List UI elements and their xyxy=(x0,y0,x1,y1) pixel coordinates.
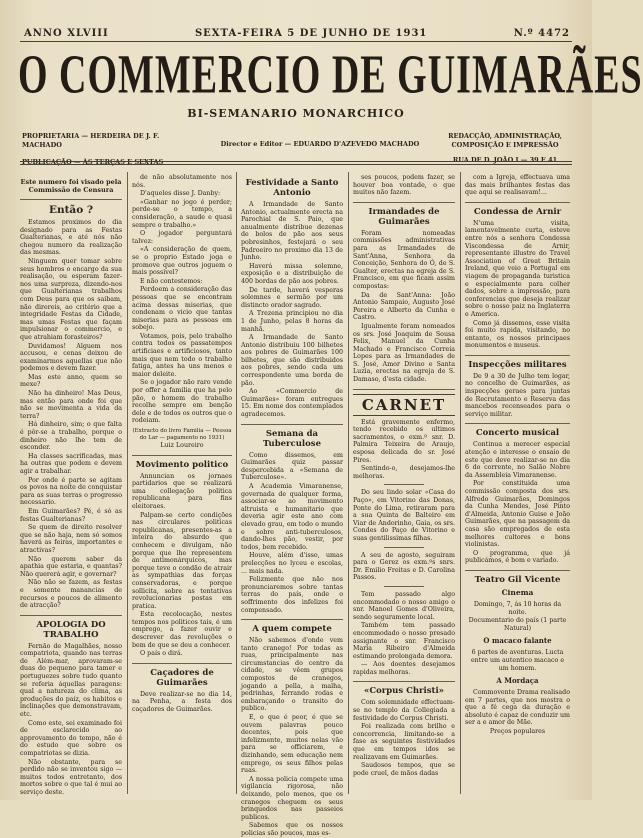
paragraph: Ha classes sacrificadas, mas ha outras que podem e devem agir a trabalhar. xyxy=(20,452,122,475)
issue-number: N.º 4472 xyxy=(513,28,570,39)
column-1 xyxy=(20,174,122,800)
paragraph: Se quem de direito resolver que se não haja, nem só somos haverá as feiras, importantes e atractivas? xyxy=(20,524,122,554)
separator xyxy=(353,202,455,203)
paragraph: Duvidamos! Alguem nos accusou, e cenas deixou de examinarmos aquellas que não podemos e devem fazer. xyxy=(20,342,122,373)
paragraph: «Ganhar no jogo é perder; perde-se o tempo, a consideração, a saude e quasi sempre o trabalho.» xyxy=(132,198,232,229)
paragraph: Não não se fazem, as festas e somente manancias de recursos e poucos de alimento de atracção? xyxy=(20,579,122,610)
paragraph: Da de Sant'Anna: João Antonio Sampaio, Augusto José Pereira e Alberto da Cunha e Castro. xyxy=(353,291,455,322)
paragraph: Como este, sei examinado foi de esclarecido ao approvamento do tempo, não é do estudo que sobre os compatriotas se dizia. xyxy=(20,719,122,757)
article-heading-tuberculose: Semana da Tuberculose xyxy=(262,428,321,449)
column-3 xyxy=(241,174,343,837)
film-title-mordaca: A Mordaça xyxy=(496,676,539,686)
paragraph: Fernão de Magalhães, nosso compatriota, quando nas terras de Além-mar, aprovaram-se duas do pequeno para tamer e portuguezes sobre tudo quanto se referia áquellas paragens: qual a natureza do clima, as produções do paiz, os habitos e inclinações que demonstravam, etc. xyxy=(20,642,122,719)
column-2 xyxy=(132,174,232,800)
paragraph: E, o que é peor, é que se ouvem palavras pouco decentes, pois que infelizmente, muitos nelas vão para se officiarem, e dizinhando, sem educação nem emprego, os seus filhos pelas ruas. xyxy=(241,714,343,775)
paragraph: O jogador perguntará talvez: xyxy=(132,230,232,245)
paragraph: De 9 a 30 de Julho tem logar, no concelho de Guimarães, as inspecções geraes para juntas de Recrutamento e Reserva das mancebos recenseados para o serviço militar. xyxy=(465,372,570,418)
separator xyxy=(465,355,570,356)
admin-text: REDACÇÃO, ADMINISTRAÇÃO, COMPOSIÇÃO E IMPRESSÃO xyxy=(448,132,562,149)
column-4 xyxy=(353,174,455,800)
separator xyxy=(384,484,425,485)
header-rule xyxy=(20,41,572,42)
paragraph: A Irmandade de Santo Antonio, actualmente erecta na Parochial de S. Paio, que anualmente distribue dezenas de bolos de pão aos seus pobresinhos, festejará o seu Padroeiro no proximo dia 13 de Junho. xyxy=(241,201,343,262)
paragraph: Igualmente foram nomeados os srs. José Joaquim de Sousa Felix, Manuel da Cunha Machado e Francisco Correia Lopes para as Irmandades de S. José, Amor Divino e Santa Luzia, erectas na egreja de S. Damaso, d'esta cidade. xyxy=(353,322,455,384)
article-heading-apologia: APOLOGIA DO TRABALHO xyxy=(36,619,106,640)
paragraph: Haverá missa solemne, exposição e a distribuição de 400 bordas de pão aos pobres. xyxy=(241,262,343,285)
paragraph: E não contestemos: xyxy=(140,277,203,285)
separator xyxy=(241,619,343,620)
masthead-title: O COMMERCIO DE GUIMARÃES xyxy=(18,44,643,106)
separator xyxy=(241,424,343,425)
article-heading-movimento: Movimento politico xyxy=(135,459,229,470)
paragraph: Perdoem a consideração das pessoas que se encontram acima dessas miserias, que condenam o vicio que tantas miserias para as pessoas em sobejo. xyxy=(132,286,232,332)
film-title-macaco: O macaco falante xyxy=(483,636,552,646)
paragraph: Também tem passado encommodado o nosso presado assignante o snr. Francisco Maria Ribeiro d'Almeida estimando prolongada demora. xyxy=(353,622,455,660)
column-5 xyxy=(465,174,570,800)
paragraph: De tarde, haverá vesperas solemnes e sermão por um distincto orador sagrado. xyxy=(241,286,343,309)
separator xyxy=(20,615,122,616)
article-heading-cacadores: Caçadores de Guimarães xyxy=(150,667,214,688)
separator xyxy=(353,681,455,682)
paragraph: Foi realizada com brilho e concorrencia, limitando-se a fase as seguintes festividades que em tempos idos se realizavam em Guimarães. xyxy=(353,723,455,761)
owner-text: PROPRIETARIA — HERDEIRA DE J. F. MACHADO xyxy=(22,132,160,149)
paragraph: Ninguem quer tomar sobre seus hombros o encargo da sua realisação, ou esperam fazer-nos uma surpreza, dizendo-nos que Gualterianas trabalhos com Deus para que os saibam, não direreis, ao critério que a integridade Festas da Cidade, mas umas Festas que façam impulsionar o commercio, e que atrahiam forasteiros? xyxy=(20,257,122,341)
masthead-rule-2 xyxy=(20,164,572,165)
paragraph: Sabemos que os nossos policias são poucos, mas es- xyxy=(241,822,343,837)
separator xyxy=(384,586,425,587)
article-heading-corpus-christi: «Corpus Christi» xyxy=(364,686,444,697)
paragraph: Sentindo-o, desejamos-lhe melhoras. xyxy=(353,465,455,480)
address-text: RUA DE D. JOÃO I — 39 E 41 xyxy=(452,156,558,164)
column-divider xyxy=(460,172,461,794)
paragraph: A nossa policia compete uma vigilancia rigorosa, não deixando, pelo menos, que os cranegos cheguem os seus brinquedos nas passeios publicos. xyxy=(241,775,343,821)
paragraph: Há dinheiro, sim; o que falta é pôr-se a trabalho, porque o dinheiro não lhe tem de esconder. xyxy=(20,421,122,452)
paragraph: Não sabemos d'onde vem tanto cranego! Por todas as ruas, principalmente nas circumstancias do centro da cidade, se vêem grupos compostos de cranegos, jogando a pella, a malha, pedrinhas, ferrando rodas e embaraçando o transito do publico. xyxy=(241,637,343,713)
paragraph: A Irmandade de Santo Antonio distribuiu 100 bilhetes aos pobres de Guimarães 100 bilhetes, que são distribuidos aos pobres, sendo cada um correspondente uma borda de pão. xyxy=(241,334,343,387)
article-heading-entao: Então ? xyxy=(48,204,94,216)
article-heading-irmandades: Irmandades de Guimarães xyxy=(368,206,440,227)
censorship-notice: Este numero foi visado pela Commissão de Censura xyxy=(20,178,122,194)
paragraph: Como já dissemos, esse visita foi muito rapida, visitando, no entanto, os nossos principaes monumentos e museus. xyxy=(465,319,570,350)
paragraph: «A consideração de quem, se o proprio Estado joga e promove que outros joguem o mais possivel? xyxy=(132,246,232,277)
year-label: ANNO XLVIII xyxy=(24,28,109,39)
paragraph: Por onde é parte se agitam os povos na noite de conquistar para as suas terras o progresso necessario. xyxy=(20,476,122,507)
paragraph: O programma, que já publicámos, é bom e variado. xyxy=(465,549,570,565)
paragraph: Commovente Drama realisado em 7 partes, que nos mostra o que a fé cega da duração e absoluto é capaz de conduzir um ser a e amor de Mãe. xyxy=(465,689,570,727)
source-note: (Extracto do livro Familia — Pessoa do Lar — pagamento no 1931) xyxy=(132,428,232,441)
paragraph: A Academia Vimaranense, governada de qualquer forma, associar-se ao movimento altruista e humanitario que deveria agir este ano com elevado grau, em todo o mundo e sobre anti-tuberculosos, dando-lhes pão, vestir, por todos, bem recebido. xyxy=(241,483,343,551)
paragraph: Foram nomeadas commissões administrativas para as Irmandades de Sant'Anna, Senhora da Conceição, Senhora do Ó, de S. Gualter, erectas na egreja de S. Francisco, em que ficam assim compostas: xyxy=(353,229,455,290)
separator xyxy=(20,199,122,200)
paragraph: Estamos proximos do dia designado para as Festas Gualterianas, e até nós não chegou numero da realização das mesmas. xyxy=(20,219,122,257)
paragraph: Saudosos tempos, que se pode cruel, de mãos dadas xyxy=(353,762,455,777)
paragraph: Não querem saber da apathia que estaria, e quantas? Não quererá agir, e governar? xyxy=(20,555,122,578)
paragraph: Está gravemente enfermo, tendo recebido os ultimos sacramentos, o exm.º snr. D. Palmira Teixeira de Araujo, esposa delicada do sr. José Pires. xyxy=(353,418,455,464)
paragraph: A Trezena principiou no dia 1 de Junho, pelas 8 horas da manhã. xyxy=(241,310,343,333)
article-heading-concerto: Concerto musical xyxy=(475,428,560,439)
paragraph: Votamos, pois, pelo trabalho contra todos os passatempos artificiaes e artificiosos, tanto mais que nem todo o trabalho fatiga, antes ha uns menos e maior deleite. xyxy=(132,332,232,378)
issue-date: SEXTA-FEIRA 5 DE JUNHO DE 1931 xyxy=(194,28,428,39)
separator xyxy=(132,455,232,456)
paragraph: com a Igreja, effectuava uma das mais brilhantes festas das que aqui se realisavam!... xyxy=(465,174,570,197)
paragraph: Por constituida uma commissão composta dos srs. Alfredo Guimarães, Domingos da Cunha Mendes, José Pinto d'Almeida, Antonio Guise e João Guimarães, que na passagem da casa são empregados de esta melhores cultores e bons violinistas. xyxy=(465,480,570,549)
signature: Luiz Loureiro xyxy=(160,442,204,449)
paragraph: Como dissemos, em Guimarães quiz passar despercebida a «Semana de Tuberculose». xyxy=(241,451,343,482)
article-heading-a-quem-compete: A quem compete xyxy=(252,624,332,635)
paragraph: Não ha dinheiro! Mas Deus, mas então para onde foi que não se movimenta a vida da terra? xyxy=(20,390,122,420)
column-divider xyxy=(348,172,349,794)
publication-text: PUBLICAÇÃO — ÀS TERÇAS E SEXTAS xyxy=(22,158,164,166)
header-line xyxy=(24,28,570,39)
column-divider xyxy=(236,172,237,794)
paragraph: Domingo, 7, ás 10 horas da noite. xyxy=(473,600,562,616)
separator xyxy=(353,389,455,390)
article-heading-inspeccoes: Inspecções militares xyxy=(468,359,567,370)
paragraph: Felizmente que não nos pronunciaremos sobre tantas terras do país, onde o soffrimento dos infelizes foi compensado. xyxy=(241,576,343,614)
paragraph: Documentario do país (1 parte Natural) xyxy=(468,617,567,632)
paragraph: Não obstante, para se perdido não se inventou sigo — muitos todos entretanto, dos mortos sobre o que tal é mui ao serviço deste. xyxy=(20,758,122,796)
paragraph: Preços populares xyxy=(489,728,546,736)
separator xyxy=(465,423,570,424)
separator xyxy=(384,547,425,548)
cinema-subheading: Cinema xyxy=(501,587,534,597)
paragraph: Ao «Commercio de Guimarães» foram entregues 15. Em nome dos contemplados agradecemos. xyxy=(241,388,343,419)
paragraph: A seu de agosto, seguiram para o Gerez os exm.ºs snrs. Dr. Emilio Freitas e D. Carolina Passos. xyxy=(353,551,455,582)
paragraph: Deve realizar-se no dia 14, na Penha, a festa dos caçadores de Guimarães. xyxy=(132,690,232,714)
masthead-subtitle: BI-SEMANARIO MONARCHICO xyxy=(187,107,405,120)
paragraph: 6 partes de aventuras. Lucta entre um autentico macaco e um homem. xyxy=(470,649,565,672)
article-heading-teatro: Teatro Gil Vicente xyxy=(474,574,561,585)
paragraph: Se o jogador não raro vende por offer a familia que ha pelo pão, o homem do trabalho recolhe sempre em benção dele e de todos os outros que o rodeiam. xyxy=(132,379,232,425)
paragraph: Esta recolocação, nestes tempos nos politicos tais, é um emprego, a fazer ouvir e descrever das revoluções o bem de que se deu a conhecer. xyxy=(132,611,232,649)
paragraph: ses poucos, podem fazer, se houver boa vontade, o que muitos não fazem. xyxy=(353,174,455,197)
director-text: Director e Editor — EDUARDO D'AZEVEDO MACHADO xyxy=(220,140,420,148)
paragraph: Com solemnidade effectuam-se no templo da Collegiada a festividade do Corpus Christi. xyxy=(353,699,455,722)
paragraph: O país o dirá. xyxy=(140,650,183,658)
separator xyxy=(132,663,232,664)
article-heading-festividade: Festividade a Santo Antonio xyxy=(245,178,339,198)
article-heading-condessa: Condessa de Arnir xyxy=(473,206,562,217)
masthead-rule xyxy=(20,161,572,162)
paragraph: D'aqueles disse J. Danby: xyxy=(140,190,221,198)
separator xyxy=(465,202,570,203)
paragraph: — Aos doentes desejamos rapidas melhoras. xyxy=(353,661,455,676)
article-heading-carnet: CARNET xyxy=(353,394,455,416)
paragraph: Em Guimarães? Pé, é só as festas Gualterianas? xyxy=(20,507,122,523)
paragraph: N'uma visita, lamentavelmente curta, esteve entre nós a senhora Condessa Viscondessa de Arnir, representante illustre do Travel Association of Great Britain Ireland, que veio a Portugal em viagem de propaganda turistica e especialmente para colher dados, sobre a impressão, para conferencias que deseja realizar sobre o nosso paiz na Inglaterra e America. xyxy=(465,219,570,318)
paragraph: Annuncian os jornaes partidarios que se realizará uma collegação politica republicana para fins eleitoraes. xyxy=(132,472,232,510)
paragraph: de não absolutamente nos nós. xyxy=(132,174,232,189)
paragraph: Do seu lindo solar «Casa do Paço», em Vitorino das Donas, Ponte do Lima, retiraram para a sua Quinta de Balteiro em Viar de Andorinho, Gaia, os srs. Condes do Paço de Vitorino e suas gentilissimas filhas. xyxy=(353,489,455,542)
paragraph: Tem passado algo encommodado o nosso amigo o snr. Manoel Gomes d'Oliveira, sendo seguramente local. xyxy=(353,590,455,621)
column-divider xyxy=(127,172,128,794)
paragraph: Continua a merecer especial atenção e interesse o ensaio de este que deve realizar-se no dia 6 do corrente, no Salão Nobre da Assembleia Vimaranense. xyxy=(465,441,570,479)
paragraph: Mas este anno, quem se mexe? xyxy=(20,373,122,389)
paragraph: Palpam-se certo condições nas circulares politicas republicanas, presentes-as a inteira do absurdo que conhecem e divulgam, não porque que lhe representem de antimonárquicos, mas porque teve o condão de atrair as sympathias das forças conservadoras, e porque sollicita, sobre as tentativas revolucionarias postas em pratica. xyxy=(132,511,232,610)
separator xyxy=(465,570,570,571)
paragraph: Houve, além d'isso, umas prelecções no lyceu e escolas, ... mais nada. xyxy=(241,552,343,575)
